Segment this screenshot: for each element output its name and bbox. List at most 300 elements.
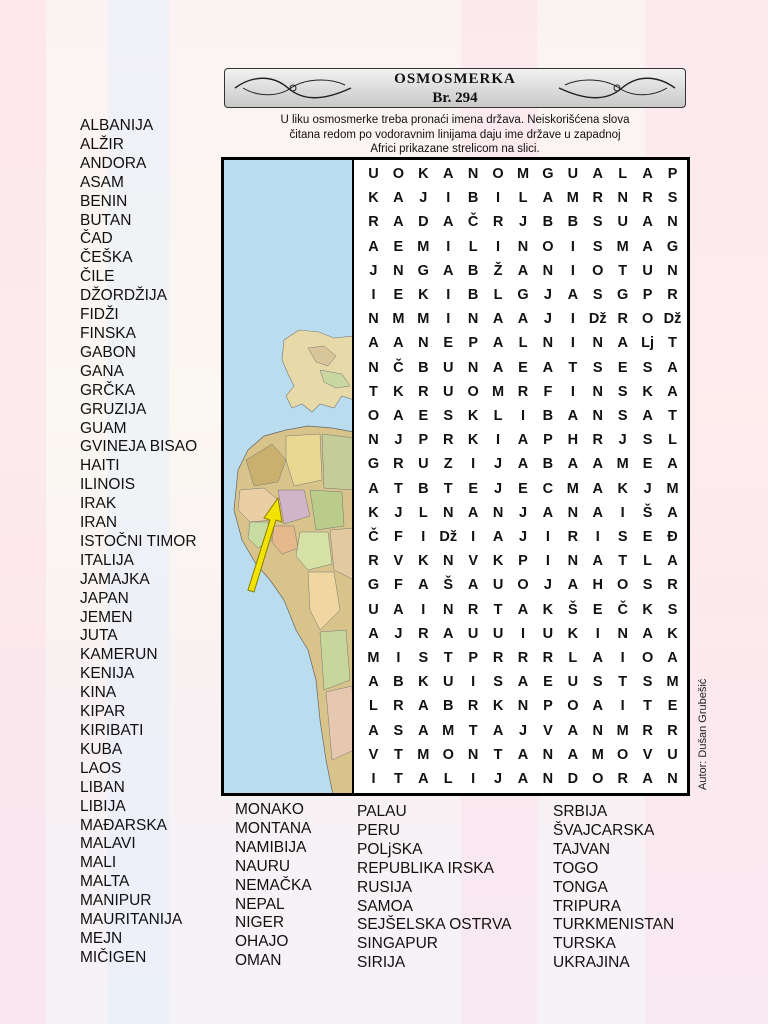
- grid-cell: N: [467, 166, 479, 183]
- grid-cell: A: [442, 625, 454, 642]
- grid-cell: J: [394, 432, 403, 449]
- grid-cell: M: [417, 238, 430, 255]
- grid-cell: K: [418, 553, 429, 570]
- grid-cell: I: [446, 238, 451, 255]
- grid-cell: B: [418, 480, 429, 497]
- grid-cell: K: [418, 287, 429, 304]
- grid-cell: M: [616, 456, 629, 473]
- grid-cell: R: [642, 722, 653, 739]
- grid-cell: E: [393, 287, 404, 304]
- grid-cell: A: [642, 625, 653, 642]
- grid-cell: N: [393, 262, 404, 279]
- grid-cell: T: [493, 601, 503, 618]
- word-list-item: KUBA: [80, 740, 123, 758]
- grid-cell: A: [492, 311, 504, 328]
- grid-cell: I: [496, 238, 501, 255]
- grid-cell: N: [467, 359, 479, 376]
- grid-cell: A: [567, 746, 579, 763]
- grid-cell: R: [617, 770, 628, 787]
- grid-cell: O: [492, 166, 504, 183]
- grid-cell: U: [492, 625, 504, 642]
- grid-cell: F: [393, 577, 403, 594]
- grid-cell: A: [667, 456, 678, 473]
- word-list-item: BENIN: [80, 192, 128, 210]
- grid-cell: P: [667, 166, 678, 183]
- grid-cell: R: [492, 214, 504, 231]
- grid-cell: N: [667, 214, 678, 231]
- grid-cell: I: [570, 238, 575, 255]
- word-list-item: ISTOČNI TIMOR: [80, 532, 197, 550]
- grid-cell: M: [516, 166, 530, 183]
- grid-cell: G: [367, 577, 380, 594]
- grid-cell: B: [542, 456, 554, 473]
- grid-cell: N: [492, 504, 504, 521]
- grid-cell: A: [667, 649, 678, 666]
- grid-cell: R: [517, 383, 529, 400]
- grid-cell: I: [471, 674, 476, 691]
- grid-cell: N: [617, 625, 628, 642]
- word-list-item: NEPAL: [235, 895, 285, 913]
- grid-cell: K: [467, 408, 479, 425]
- grid-cell: T: [393, 770, 403, 787]
- grid-cell: S: [592, 287, 603, 304]
- grid-cell: Č: [393, 359, 404, 376]
- grid-cell: A: [393, 601, 404, 618]
- word-list-item: PERU: [357, 821, 401, 839]
- grid-cell: L: [418, 504, 428, 521]
- word-list-item: MONTANA: [235, 819, 312, 837]
- grid-cell: A: [492, 359, 504, 376]
- grid-cell: M: [392, 311, 405, 328]
- word-list-item: ŠVAJCARSKA: [553, 821, 655, 839]
- grid-cell: R: [418, 383, 429, 400]
- grid-cell: A: [592, 456, 603, 473]
- grid-cell: I: [520, 625, 525, 642]
- word-list-column-3: [357, 803, 512, 973]
- word-list-item: ALBANIJA: [80, 117, 154, 134]
- grid-cell: I: [471, 528, 476, 545]
- grid-cell: E: [443, 335, 454, 352]
- grid-cell: K: [667, 625, 678, 642]
- grid-cell: O: [641, 311, 654, 328]
- grid-cell: O: [442, 746, 454, 763]
- grid-cell: R: [542, 649, 554, 666]
- grid-cell: P: [518, 553, 528, 570]
- grid-cell: E: [617, 359, 628, 376]
- grid-cell: O: [617, 746, 629, 763]
- grid-cell: P: [543, 432, 553, 449]
- grid-cell: U: [442, 674, 454, 691]
- word-list-item: SEJŠELSKA OSTRVA: [357, 916, 512, 934]
- word-list-item: ČEŠKA: [80, 249, 133, 267]
- word-list-item: NIGER: [235, 914, 285, 932]
- grid-cell: S: [592, 238, 603, 255]
- grid-cell: A: [667, 504, 678, 521]
- grid-cell: R: [592, 432, 603, 449]
- word-list-item: GABON: [80, 343, 136, 361]
- grid-cell: U: [567, 166, 579, 183]
- grid-cell: A: [492, 528, 504, 545]
- grid-cell: A: [517, 770, 529, 787]
- grid-cell: S: [642, 432, 653, 449]
- word-list-column-1: [80, 117, 197, 968]
- grid-cell: K: [368, 504, 379, 521]
- grid-cell: G: [517, 287, 529, 304]
- word-list-item: ALŽIR: [80, 135, 124, 153]
- grid-cell: J: [518, 504, 528, 521]
- grid-cell: N: [517, 238, 529, 255]
- grid-cell: I: [446, 190, 451, 207]
- grid-cell: N: [567, 553, 579, 570]
- grid-cell: T: [618, 553, 628, 570]
- grid-cell: O: [567, 698, 579, 715]
- grid-cell: R: [368, 553, 379, 570]
- grid-cell: B: [442, 698, 454, 715]
- grid-cell: A: [393, 335, 404, 352]
- word-list-item: SRBIJA: [553, 803, 608, 820]
- grid-cell: A: [418, 698, 429, 715]
- grid-cell: Š: [443, 577, 454, 594]
- word-list-item: JEMEN: [80, 608, 133, 626]
- grid-cell: M: [566, 480, 579, 497]
- grid-cell: A: [592, 166, 603, 183]
- grid-cell: A: [393, 190, 404, 207]
- grid-cell: A: [418, 577, 429, 594]
- grid-cell: U: [467, 625, 479, 642]
- word-list-column-2: [235, 801, 312, 971]
- grid-cell: A: [517, 601, 529, 618]
- grid-cell: J: [494, 770, 503, 787]
- grid-cell: O: [641, 649, 654, 666]
- grid-cell: R: [467, 601, 479, 618]
- word-list-item: KAMERUN: [80, 646, 158, 664]
- grid-cell: J: [518, 722, 528, 739]
- word-list-item: ČILE: [80, 268, 115, 286]
- grid-cell: R: [667, 577, 678, 594]
- word-list-item: ANDORA: [80, 154, 147, 172]
- grid-cell: E: [543, 674, 553, 691]
- grid-cell: P: [543, 698, 553, 715]
- grid-cell: K: [642, 383, 653, 400]
- grid-cell: I: [570, 262, 575, 279]
- word-list-item: ITALIJA: [80, 551, 134, 569]
- grid-cell: A: [517, 456, 529, 473]
- grid-cell: M: [566, 190, 579, 207]
- grid-cell: A: [567, 408, 579, 425]
- grid-cell: A: [492, 722, 504, 739]
- grid-cell: R: [368, 214, 379, 231]
- grid-cell: K: [492, 698, 504, 715]
- grid-cell: S: [592, 214, 603, 231]
- grid-cell: R: [617, 311, 628, 328]
- grid-cell: N: [442, 504, 454, 521]
- grid-cell: B: [567, 214, 579, 231]
- grid-cell: S: [592, 359, 603, 376]
- grid-cell: R: [667, 287, 678, 304]
- grid-cell: D: [567, 770, 579, 787]
- word-list-item: TONGA: [553, 878, 608, 896]
- grid-cell: V: [543, 722, 553, 739]
- word-list-column-4: [553, 803, 674, 973]
- grid-cell: M: [591, 746, 604, 763]
- grid-cell: A: [542, 359, 554, 376]
- grid-cell: E: [393, 238, 404, 255]
- grid-cell: B: [418, 359, 429, 376]
- grid-cell: T: [369, 383, 378, 400]
- grid-cell: N: [517, 698, 529, 715]
- word-list-item: TRIPURA: [553, 897, 622, 915]
- grid-cell: S: [393, 722, 404, 739]
- puzzle-title: OSMOSMERKA: [394, 71, 516, 87]
- word-list-item: LIBIJA: [80, 797, 126, 815]
- word-list-item: POLjSKA: [357, 840, 423, 858]
- grid-cell: O: [367, 408, 380, 425]
- grid-cell: A: [667, 359, 678, 376]
- grid-cell: A: [368, 335, 379, 352]
- grid-cell: Č: [467, 214, 479, 231]
- word-list-item: MAĐARSKA: [80, 816, 167, 834]
- grid-cell: G: [666, 238, 679, 255]
- grid-cell: E: [642, 456, 653, 473]
- grid-cell: R: [442, 432, 454, 449]
- grid-cell: A: [642, 770, 653, 787]
- grid-cell: R: [467, 698, 479, 715]
- grid-cell: N: [592, 722, 603, 739]
- grid-cell: N: [368, 432, 379, 449]
- grid-cell: I: [570, 311, 575, 328]
- grid-cell: J: [394, 625, 403, 642]
- grid-cell: S: [592, 674, 603, 691]
- grid-cell: J: [643, 480, 652, 497]
- grid-cell: F: [393, 528, 403, 545]
- grid-cell: L: [518, 335, 528, 352]
- word-list-item: GUAM: [80, 419, 127, 437]
- grid-cell: A: [393, 408, 404, 425]
- word-list-item: IRAN: [80, 514, 118, 532]
- grid-cell: N: [592, 335, 603, 352]
- grid-cell: O: [592, 262, 604, 279]
- grid-cell: O: [467, 383, 479, 400]
- word-list-item: KIRIBATI: [80, 722, 144, 739]
- word-list-item: OHAJO: [235, 933, 289, 951]
- grid-cell: Č: [617, 601, 628, 618]
- grid-cell: T: [668, 335, 677, 352]
- grid-cell: I: [520, 408, 525, 425]
- grid-cell: A: [617, 335, 628, 352]
- grid-cell: Z: [443, 456, 453, 473]
- word-list-item: MIČIGEN: [80, 948, 147, 966]
- grid-cell: B: [393, 674, 404, 691]
- grid-cell: I: [620, 698, 625, 715]
- grid-cell: T: [393, 480, 403, 497]
- grid-cell: U: [368, 166, 379, 183]
- grid-cell: P: [642, 287, 653, 304]
- word-list-item: TURSKA: [553, 935, 616, 953]
- grid-cell: J: [369, 262, 378, 279]
- grid-cell: S: [617, 383, 628, 400]
- word-list-item: FINSKA: [80, 324, 136, 342]
- grid-cell: E: [518, 480, 528, 497]
- word-list-item: TOGO: [553, 859, 599, 877]
- grid-cell: I: [421, 601, 426, 618]
- grid-cell: A: [592, 553, 603, 570]
- grid-cell: A: [517, 262, 529, 279]
- grid-cell: Š: [642, 504, 653, 521]
- grid-cell: A: [667, 553, 678, 570]
- grid-cell: N: [418, 335, 429, 352]
- grid-cell: G: [367, 456, 380, 473]
- grid-cell: L: [668, 432, 677, 449]
- grid-cell: Lj: [641, 335, 655, 352]
- word-list-item: IRAK: [80, 495, 117, 513]
- grid-cell: P: [468, 649, 478, 666]
- letter-grid: [355, 160, 687, 793]
- word-list-item: LAOS: [80, 759, 122, 777]
- grid-cell: G: [542, 166, 554, 183]
- grid-cell: K: [567, 625, 579, 642]
- grid-cell: J: [543, 287, 552, 304]
- grid-cell: J: [518, 528, 528, 545]
- grid-cell: N: [368, 311, 379, 328]
- grid-cell: U: [667, 746, 678, 763]
- grid-cell: A: [368, 722, 379, 739]
- grid-cell: O: [592, 770, 604, 787]
- word-list-item: MONAKO: [235, 801, 304, 818]
- grid-cell: O: [517, 577, 529, 594]
- grid-cell: E: [418, 408, 429, 425]
- grid-cell: A: [418, 770, 429, 787]
- grid-cell: A: [442, 214, 454, 231]
- grid-cell: O: [392, 166, 405, 183]
- word-list-item: GANA: [80, 362, 124, 380]
- grid-cell: A: [368, 238, 379, 255]
- grid-cell: A: [567, 287, 579, 304]
- grid-cell: R: [517, 649, 529, 666]
- grid-cell: S: [617, 408, 628, 425]
- grid-cell: U: [418, 456, 429, 473]
- word-list-item: SIRIJA: [357, 954, 406, 972]
- grid-cell: T: [493, 746, 503, 763]
- instructions-line: U liku osmosmerke treba pronaći imena država. Neiskorišćena slova: [280, 114, 630, 126]
- grid-cell: M: [616, 238, 629, 255]
- grid-cell: V: [393, 553, 404, 570]
- grid-cell: L: [468, 238, 478, 255]
- grid-cell: N: [542, 262, 554, 279]
- grid-cell: N: [667, 770, 678, 787]
- grid-cell: B: [467, 262, 479, 279]
- grid-cell: T: [393, 746, 403, 763]
- grid-cell: A: [567, 722, 579, 739]
- word-list-item: HAITI: [80, 457, 120, 475]
- grid-cell: A: [592, 649, 603, 666]
- grid-cell: D: [418, 214, 429, 231]
- instructions-line: Africi prikazane strelicom na slici.: [370, 143, 540, 155]
- grid-cell: I: [371, 770, 376, 787]
- word-list-item: MEJN: [80, 929, 123, 947]
- grid-cell: N: [542, 335, 554, 352]
- grid-cell: L: [518, 190, 528, 207]
- word-list-item: GVINEJA BISAO: [80, 438, 198, 456]
- grid-cell: G: [617, 287, 629, 304]
- word-list-item: TAJVAN: [553, 840, 611, 858]
- grid-cell: M: [492, 383, 505, 400]
- grid-cell: J: [419, 190, 428, 207]
- grid-cell: R: [567, 528, 579, 545]
- grid-cell: H: [592, 577, 603, 594]
- grid-cell: J: [518, 214, 528, 231]
- grid-cell: A: [368, 674, 379, 691]
- grid-cell: P: [418, 432, 429, 449]
- grid-cell: U: [368, 601, 379, 618]
- grid-cell: I: [595, 528, 600, 545]
- africa-map: [224, 160, 354, 793]
- grid-cell: A: [592, 698, 603, 715]
- grid-cell: S: [443, 408, 454, 425]
- grid-cell: A: [467, 504, 479, 521]
- grid-cell: N: [467, 311, 479, 328]
- grid-cell: G: [417, 262, 429, 279]
- word-list-item: BUTAN: [80, 211, 132, 229]
- word-list-item: GRČKA: [80, 381, 136, 399]
- grid-cell: T: [643, 698, 653, 715]
- grid-cell: A: [517, 746, 529, 763]
- grid-cell: B: [542, 214, 554, 231]
- grid-cell: A: [393, 214, 404, 231]
- word-list-item: SAMOA: [357, 897, 413, 915]
- word-list-item: JAPAN: [80, 589, 129, 607]
- grid-cell: N: [542, 770, 554, 787]
- grid-cell: B: [467, 287, 479, 304]
- word-list-item: TURKMENISTAN: [553, 916, 675, 934]
- grid-cell: O: [542, 238, 554, 255]
- word-list-item: MALTA: [80, 873, 130, 891]
- word-list-item: ASAM: [80, 173, 124, 191]
- grid-cell: I: [620, 504, 625, 521]
- grid-cell: I: [371, 287, 376, 304]
- grid-cell: L: [493, 408, 503, 425]
- grid-cell: I: [570, 383, 575, 400]
- ornament-right-icon: [557, 73, 677, 103]
- grid-cell: M: [666, 480, 679, 497]
- grid-cell: B: [542, 408, 554, 425]
- grid-cell: K: [642, 601, 653, 618]
- author-credit: Autor: Dušan Grubešić: [697, 678, 709, 790]
- grid-cell: A: [592, 480, 603, 497]
- grid-cell: M: [616, 722, 629, 739]
- word-list-item: MALAVI: [80, 835, 136, 853]
- grid-cell: K: [368, 190, 379, 207]
- grid-cell: K: [393, 383, 404, 400]
- africa-map-image: [224, 160, 354, 793]
- grid-cell: I: [545, 553, 550, 570]
- grid-cell: N: [442, 553, 454, 570]
- grid-cell: A: [567, 456, 579, 473]
- word-list-item: KINA: [80, 684, 117, 702]
- word-list-item: DŽORDŽIJA: [80, 287, 167, 305]
- grid-cell: N: [368, 359, 379, 376]
- word-list-item: ČAD: [80, 230, 113, 248]
- grid-cell: I: [545, 528, 550, 545]
- grid-cell: T: [443, 480, 453, 497]
- grid-cell: A: [368, 625, 379, 642]
- grid-cell: N: [467, 746, 479, 763]
- grid-cell: N: [592, 408, 603, 425]
- word-list-item: UKRAJINA: [553, 954, 630, 972]
- grid-cell: J: [618, 432, 627, 449]
- word-list-item: NAMIBIJA: [235, 838, 307, 856]
- grid-cell: I: [446, 311, 451, 328]
- grid-cell: R: [642, 190, 653, 207]
